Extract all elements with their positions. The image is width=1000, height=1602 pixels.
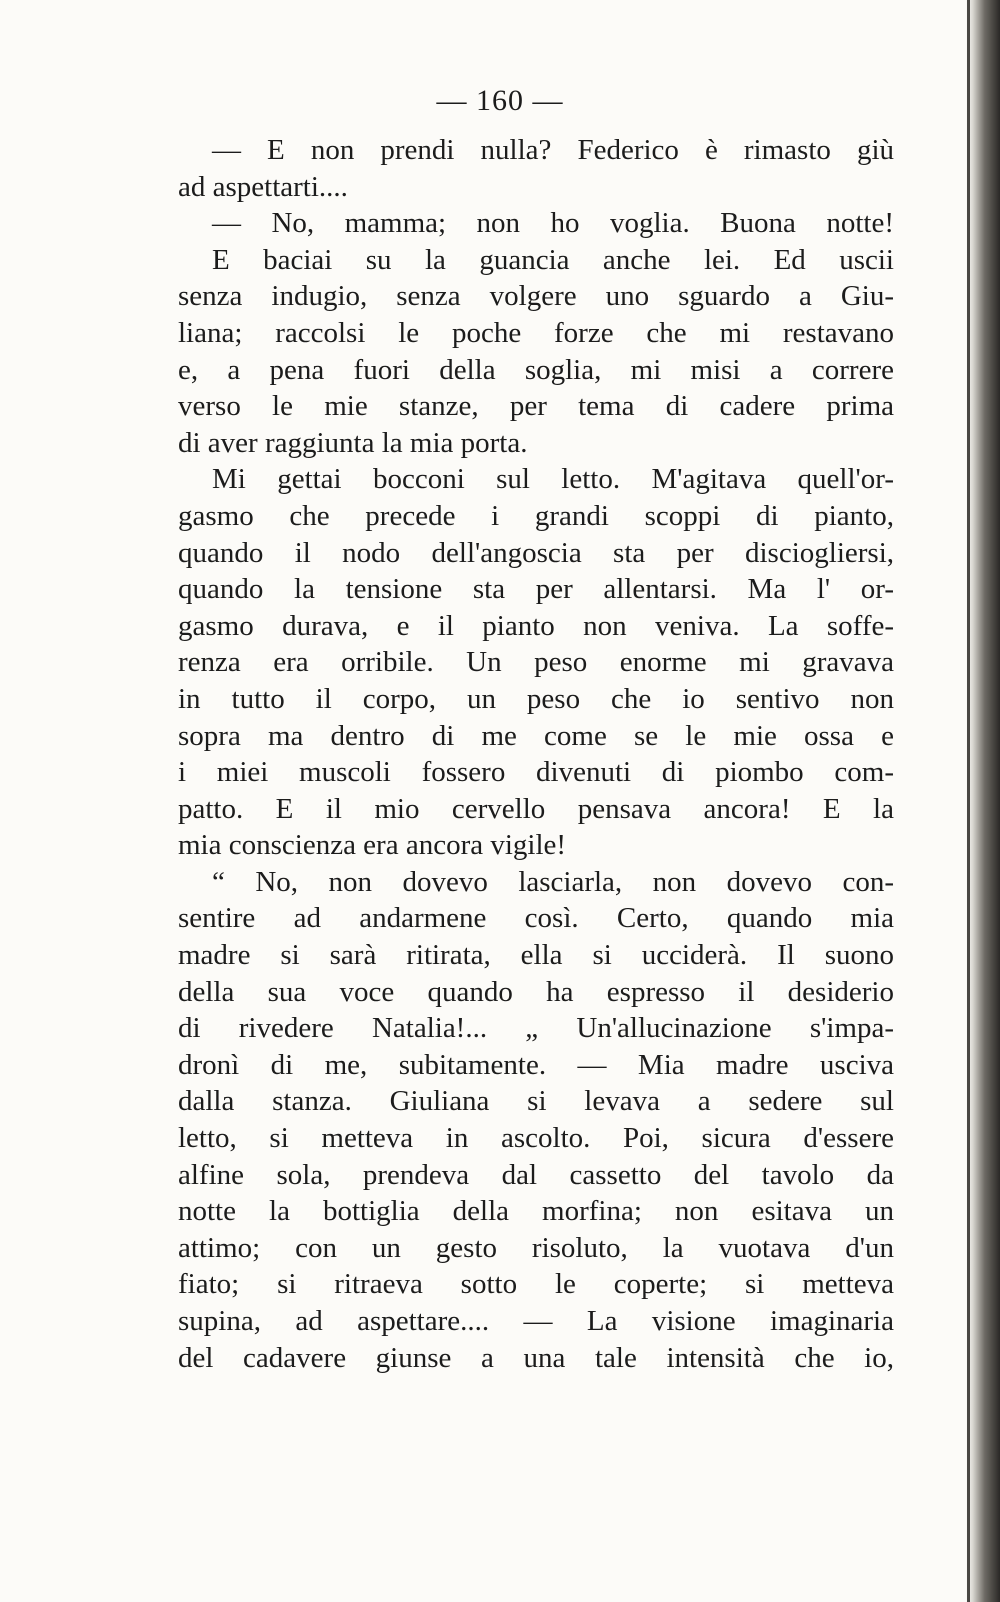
text-line: verso le mie stanze, per tema di cadere prima: [178, 390, 894, 423]
text-line: letto, si metteva in ascolto. Poi, sicura d'essere: [178, 1122, 894, 1155]
text-line: madre si sarà ritirata, ella si ucciderà. Il suono: [178, 939, 894, 972]
text-line: senza indugio, senza volgere uno sguardo a Giu-: [178, 280, 894, 313]
text-line: — E non prendi nulla? Federico è rimasto giù: [212, 134, 894, 166]
text-line: dronì di me, subitamente. — Mia madre usciva: [178, 1048, 894, 1081]
page-number: — 160 —: [436, 84, 564, 117]
text-line: della sua voce quando ha espresso il desiderio: [178, 975, 894, 1008]
book-binding-edge: [966, 0, 1000, 1602]
text-line: supina, ad aspettare.... — La visione imaginaria: [178, 1305, 894, 1337]
text-line: renza era orribile. Un peso enorme mi gravava: [178, 646, 894, 679]
text-line: gasmo durava, e il pianto non veniva. La soffe-: [178, 609, 894, 642]
text-line: patto. E il mio cervello pensava ancora! E la: [178, 792, 894, 825]
text-line: quando il nodo dell'angoscia sta per disciogliersi,: [178, 536, 894, 569]
text-line: E baciai su la guancia anche lei. Ed uscii: [212, 243, 894, 276]
text-line: i miei muscoli fossero divenuti di piombo com-: [178, 756, 894, 789]
text-line: di aver raggiunta la mia porta.: [178, 426, 528, 459]
body-text: [178, 132, 894, 1376]
text-line: sentire ad andarmene così. Certo, quando mia: [178, 902, 894, 935]
text-line: e, a pena fuori della soglia, mi misi a correre: [178, 353, 894, 386]
text-line: Mi gettai bocconi sul letto. M'agitava quell'or-: [212, 463, 894, 496]
page-edge-line: [967, 0, 970, 1602]
text-line: ad aspettarti....: [178, 170, 348, 203]
text-line: del cadavere giunse a una tale intensità che io,: [178, 1341, 894, 1374]
text-line: “ No, non dovevo lasciarla, non dovevo con-: [212, 865, 894, 898]
text-line: fiato; si ritraeva sotto le coperte; si metteva: [178, 1268, 894, 1301]
text-line: mia conscienza era ancora vigile!: [178, 829, 567, 862]
text-line: sopra ma dentro di me come se le mie ossa e: [178, 719, 894, 752]
text-line: alfine sola, prendeva dal cassetto del tavolo da: [178, 1158, 894, 1191]
text-line: liana; raccolsi le poche forze che mi restavano: [178, 316, 894, 349]
text-line: — No, mamma; non ho voglia. Buona notte!: [212, 207, 894, 240]
text-line: di rivedere Natalia!... „ Un'allucinazione s'impa-: [178, 1012, 894, 1045]
text-line: gasmo che precede i grandi scoppi di pianto,: [178, 499, 894, 532]
text-line: dalla stanza. Giuliana si levava a sedere sul: [178, 1085, 894, 1118]
text-line: in tutto il corpo, un peso che io sentivo non: [178, 682, 894, 715]
text-line: quando la tensione sta per allentarsi. Ma l' or-: [178, 573, 894, 606]
text-line: attimo; con un gesto risoluto, la vuotava d'un: [178, 1231, 894, 1264]
text-line: notte la bottiglia della morfina; non esitava un: [178, 1195, 894, 1228]
